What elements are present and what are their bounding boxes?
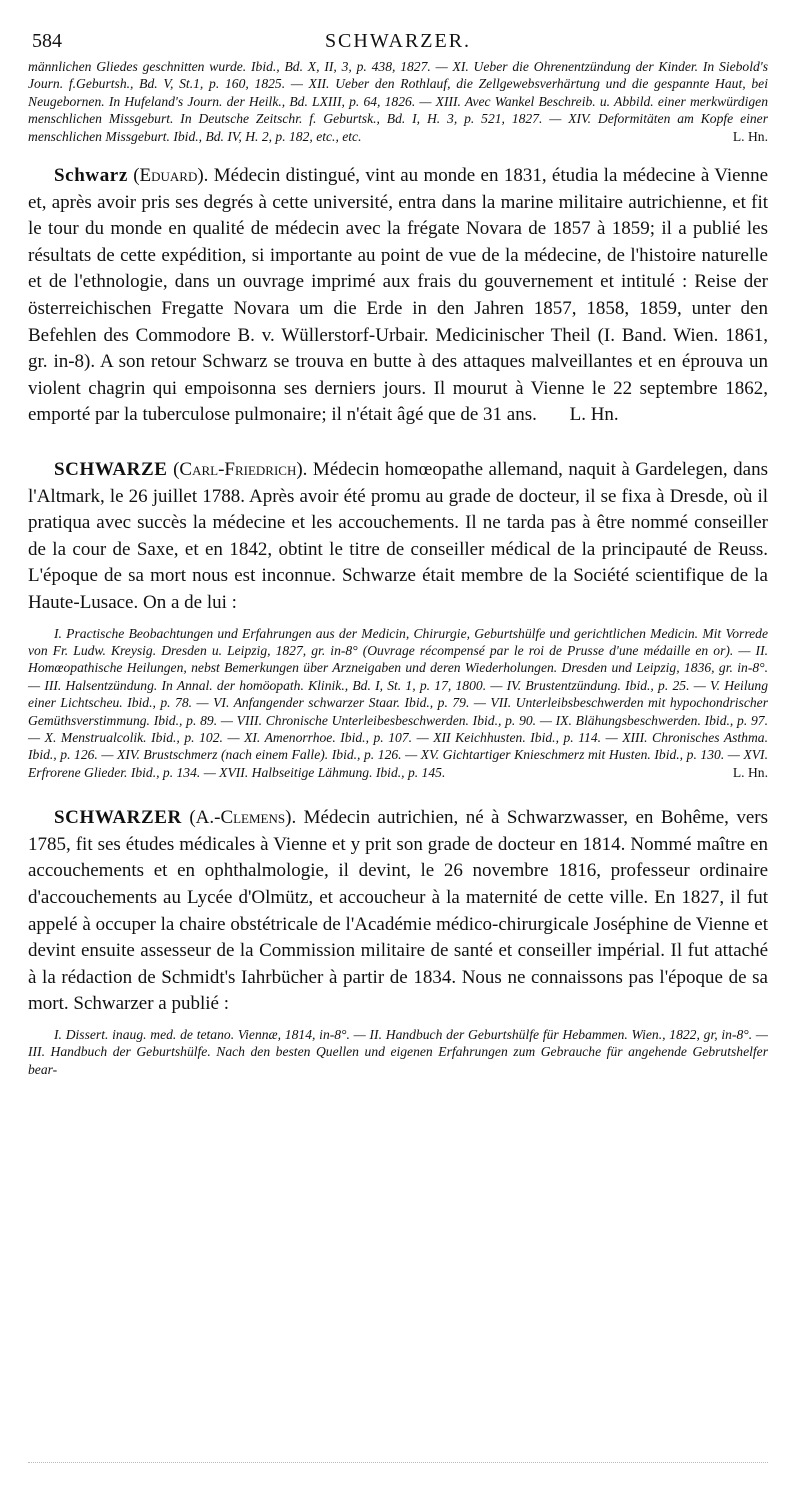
entry-body: Médecin homœopathe allemand, naquit à Gardelegen, dans l'Altmark, le 26 juillet 1788. Après avoir été promu au grade de docteur, il se fixa à Dresde, où il pratiqua avec succès la médecine et les accouchements. Il ne tarda pas à être nommé conseiller de la cour de Saxe, et en 1842, obtint le titre de conseiller médical de la principauté de Reuss. L'époque de sa mort nous est inconnue. Schwarze était membre de la Société scientifique de la Haute-Lusace. On a de lui :	[28, 458, 768, 613]
entry-headword: Schwarz	[54, 165, 128, 187]
entry-works-schwarze	[28, 625, 768, 782]
continued-entry-text: männlichen Gliedes geschnitten wurde. Ibid., Bd. X, II, 3, p. 438, 1827. — XI. Ueber die Ohrenentzündung der Kinder. In Siebold's Journ. f.Geburtsh., Bd. V, St.1, p. 160, 1825. — XII. Ueber den Rothlauf, die Zellgewebsverhärtung und die gespannte Haut, bei Neugebornen. In Hufeland's Journ. der Heilk., Bd. LXIII, p. 64, 1826. — XIII. Avec Wankel Beschreib. u. Abbild. einer merkwürdigen menschlichen Missgeburt. In Deutsche Zeitschr. f. Geburtsk., Bd. I, H. 3, p. 521, 1827. — XIV. Deformitäten am Kopfe einer menschlichen Missgeburt. Ibid., Bd. IV, H. 2, p. 182, etc., etc.	[28, 59, 768, 144]
entry-schwarz-eduard	[28, 163, 768, 429]
entry-works-schwarzer	[28, 1026, 768, 1078]
page-bottom-rule	[28, 1462, 768, 1463]
continued-entry-signature: L. Hn.	[732, 128, 768, 144]
entry-schwarze-carl-friedrich	[28, 457, 768, 617]
entry-works-text: I. Practische Beobachtungen und Erfahrungen aus der Medicin, Chirurgie, Geburtshülfe und gerichtlichen Medicin. Mit Vorrede von Fr. Ludw. Kreysig. Dresden u. Leipzig, 1827, gr. in-8° (Ouvrage récompensé par le roi de Prusse d'une médaille en or). — II. Homœopathische Heilungen, nebst Bemerkungen über Arzneigaben und deren Wiederholungen. Dresden und Leipzig, 1836, gr. in-8°. — III. Halsentzündung. In Annal. der homöopath. Klinik., Bd. I, St. 1, p. 17, 1800. — IV. Brustentzündung. Ibid., p. 25. — V. Heilung einer Lichtscheu. Ibid., p. 78. — VI. Anfangender schwarzer Staar. Ibid., p. 79. — VII. Unterleibsbeschwerden mit hypochondrischer Gemüthsverstimmung. Ibid., p. 89. — VIII. Chronische Unterleibesbeschwerden. Ibid., p. 90. — IX. Blähungsbeschwerden. Ibid., p. 97. — X. Menstrualcolik. Ibid., p. 102. — XI. Amenorrhoe. Ibid., p. 107. — XII Keichhusten. Ibid., p. 114. — XIII. Chronisches Asthma. Ibid., p. 126. — XIV. Brustschmerz (nach einem Falle). Ibid., p. 126. — XV. Gichtartiger Knieschmerz mit Husten. Ibid., p. 130. — XVI. Erfrorene Glieder. Ibid., p. 134. — XVII. Halbseitige Lähmung. Ibid., p. 145.	[28, 625, 768, 780]
entry-given-name: (Carl-Friedrich).	[173, 458, 308, 480]
entry-signature: L. Hn.	[569, 404, 619, 426]
dictionary-page	[28, 24, 768, 1078]
entry-headword: SCHWARZER	[54, 807, 182, 829]
page-number: 584	[32, 30, 62, 52]
entry-given-name: (Eduard).	[133, 165, 209, 187]
entry-schwarzer-a-clemens	[28, 805, 768, 1018]
entry-signature: L. Hn.	[732, 764, 768, 780]
continued-entry	[28, 58, 768, 145]
entry-headword: SCHWARZE	[54, 458, 168, 480]
entry-body: Médecin autrichien, né à Schwarzwasser, en Bohême, vers 1785, fit ses études médicales à Vienne et y prit son grade de docteur en 1814. Nommé maître en accouchements et en ophthalmologie, il devint, le 26 novembre 1816, professeur ordinaire d'accouchements au Lycée d'Olmütz, et accoucheur à la maternité de cette ville. En 1827, il fut appelé à occuper la chaire obstétricale de l'Académie médico-chirurgicale Joséphine de Vienne et devint ensuite assesseur de la Commission militaire de santé et conseiller impérial. Il fut attaché à la rédaction de Schmidt's Iahrbücher à partir de 1834. Nous ne connaissons pas l'époque de sa mort. Schwarzer a publié :	[28, 807, 768, 1015]
running-title: SCHWARZER.	[324, 30, 472, 52]
entry-works-text: I. Dissert. inaug. med. de tetano. Viennæ, 1814, in-8°. — II. Handbuch der Geburtshülfe für Hebammen. Wien., 1822, gr, in-8°. — III. Handbuch der Geburtshülfe. Nach den besten Quellen und eigenen Erfahrungen zum Gebrauche für angehende Gebrutshelfer bear-	[28, 1026, 768, 1077]
entry-body: Médecin distingué, vint au monde en 1831, étudia la médecine à Vienne et, après avoir pris ses degrés à cette université, entra dans la marine militaire autrichienne, et fit le tour du monde en qualité de médecin avec la frégate Novara de 1857 à 1859; il a publié les résultats de cette expédition, si importante au point de vue de la médecine, de l'histoire naturelle et de l'ethnologie, dans un ouvrage imprimé aux frais du gouvernement et intitulé : Reise der österreichischen Fregatte Novara um die Erde in den Jahren 1857, 1858, 1859, unter den Befehlen des Commodore B. v. Wüllerstorf-Urbair. Medicinischer Theil (I. Band. Wien. 1861, gr. in-8). A son retour Schwarz se trouva en butte à des attaques malveillantes et en éprouva un violent chagrin qui empoisonna ses derniers jours. Il mourut à Vienne le 22 septembre 1862, emporté par la tuberculose pulmonaire; il n'était âgé que de 31 ans.	[28, 165, 769, 426]
page-header	[28, 24, 768, 58]
entry-given-name: (A.-Clemens).	[189, 807, 297, 829]
